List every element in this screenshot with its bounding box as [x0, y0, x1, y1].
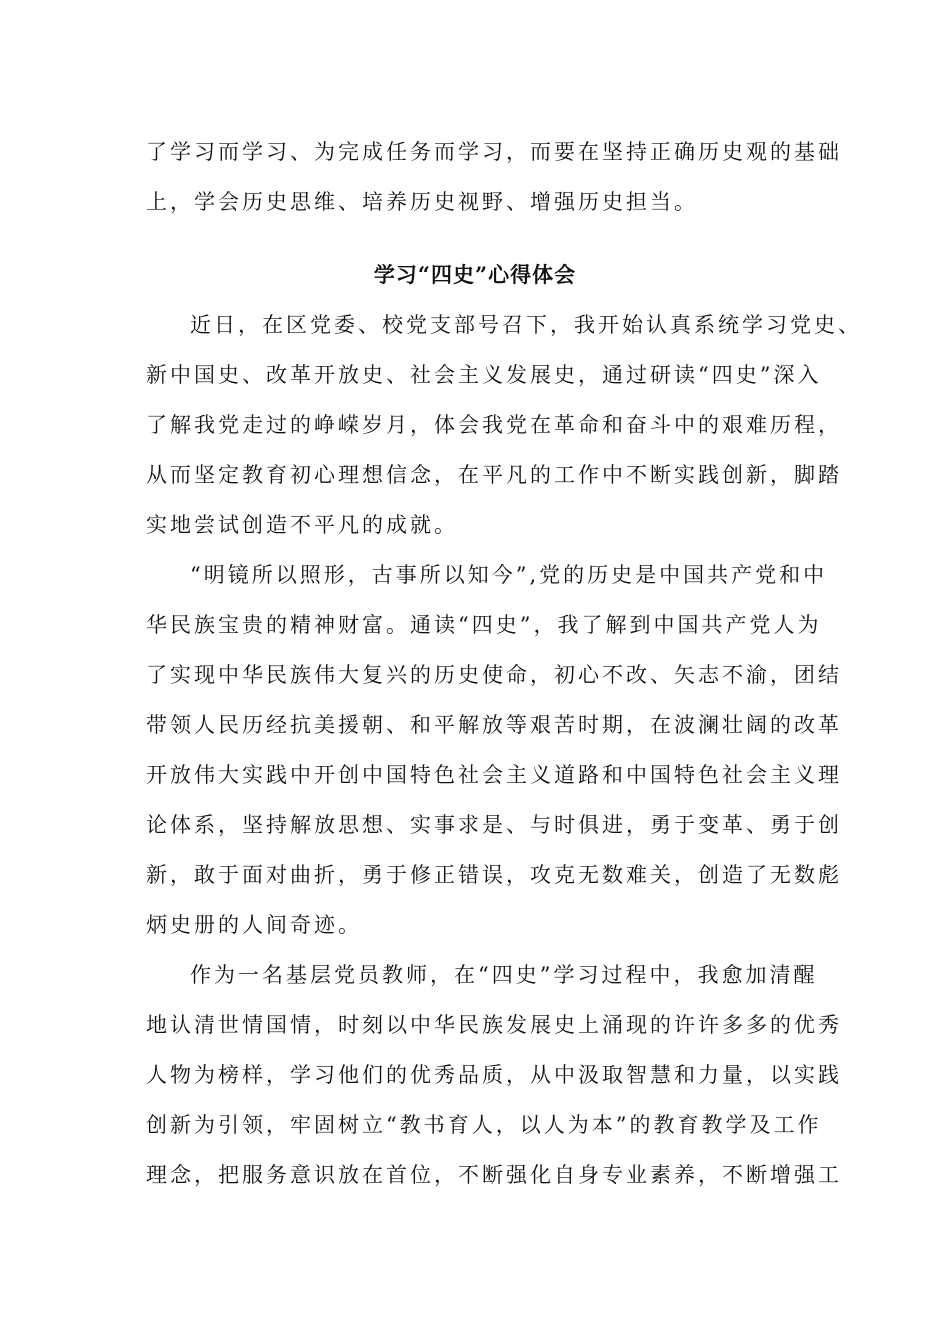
- text-line: 创新为引领，牢固树立“教书育人，以人为本”的教育教学及工作: [146, 1113, 822, 1137]
- document-title: 学习“四史”心得体会: [373, 262, 577, 287]
- text-line: 论体系，坚持解放思想、实事求是、与时俱进，勇于变革、勇于创: [146, 813, 842, 837]
- text-line: 炳史册的人间奇迹。: [146, 913, 362, 937]
- text-line: 地认清世情国情，时刻以中华民族发展史上涌现的许许多多的优秀: [146, 1013, 842, 1037]
- text-line: 开放伟大实践中开创中国特色社会主义道路和中国特色社会主义理: [146, 763, 842, 787]
- text-line: 从而坚定教育初心理想信念，在平凡的工作中不断实践创新，脚踏: [146, 463, 842, 487]
- text-line: 新，敢于面对曲折，勇于修正错误，攻克无数难关，创造了无数彪: [146, 863, 842, 887]
- text-line: 人物为榜样，学习他们的优秀品质，从中汲取智慧和力量，以实践: [146, 1063, 842, 1087]
- text-line: 带领人民历经抗美援朝、和平解放等艰苦时期，在波澜壮阔的改革: [146, 713, 842, 737]
- text-line: 实地尝试创造不平凡的成就。: [146, 513, 458, 537]
- text-line: 了解我党走过的峥嵘岁月，体会我党在革命和奋斗中的艰难历程，: [146, 413, 842, 437]
- text-line: “明镜所以照形，古事所以知今”,党的历史是中国共产党和中: [190, 563, 828, 587]
- text-line: 了实现中华民族伟大复兴的历史使命，初心不改、矢志不渝，团结: [146, 663, 842, 687]
- text-line: 作为一名基层党员教师，在“四史”学习过程中，我愈加清醒: [190, 963, 818, 987]
- text-line: 华民族宝贵的精神财富。通读“四史”，我了解到中国共产党人为: [146, 613, 822, 637]
- text-line: 近日，在区党委、校党支部号召下，我开始认真系统学习党史、: [190, 313, 862, 337]
- text-line: 上，学会历史思维、培养历史视野、增强历史担当。: [146, 190, 698, 214]
- text-line: 了学习而学习、为完成任务而学习，而要在坚持正确历史观的基础: [146, 140, 842, 164]
- text-line: 新中国史、改革开放史、社会主义发展史，通过研读“四史”深入: [146, 363, 822, 387]
- text-line: 理念，把服务意识放在首位，不断强化自身专业素养，不断增强工: [146, 1163, 842, 1187]
